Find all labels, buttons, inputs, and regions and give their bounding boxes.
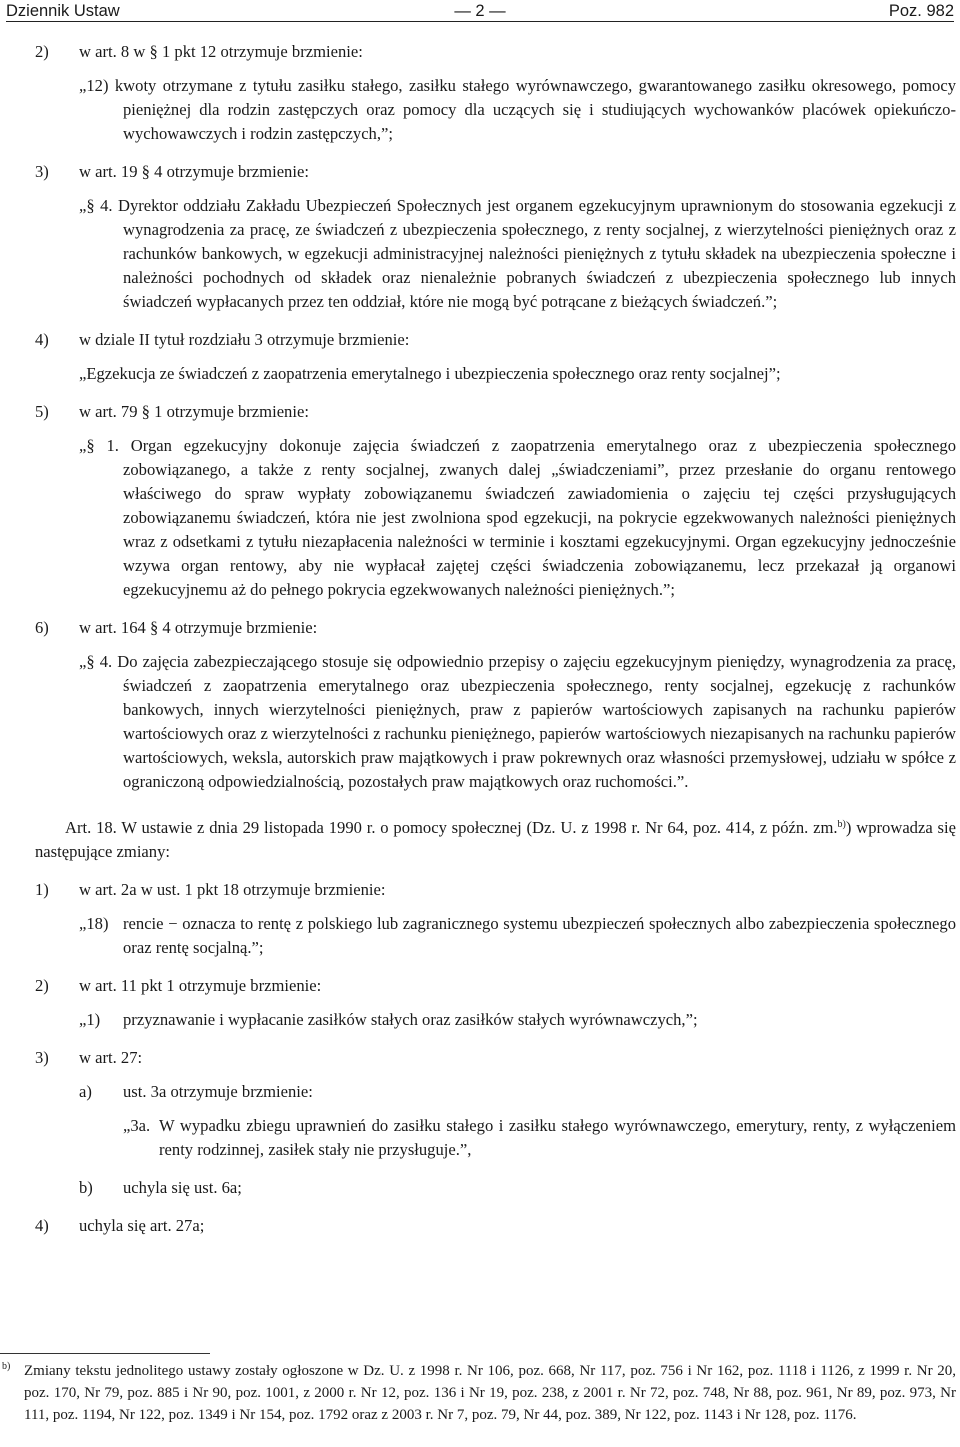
amendment-item-4 — [35, 328, 956, 352]
footnote-ref: b) — [837, 819, 846, 830]
item-text: w art. 79 § 1 otrzymuje brzmienie: — [79, 402, 309, 421]
item-number: 6) — [35, 618, 49, 637]
quoted-provision: „Egzekucja ze świadczeń z zaopatrzenia emerytalnego i ubezpieczenia społecznego oraz renty socjalnej”; — [79, 364, 781, 383]
article-text: W ustawie z dnia 29 listopada 1990 r. o pomocy społecznej (Dz. U. z 1998 r. Nr 64, poz. 414, z późn. zm. — [121, 818, 838, 837]
journal-title: Dziennik Ustaw — [6, 2, 120, 20]
sub-item-text: ust. 3a otrzymuje brzmienie: — [123, 1082, 313, 1101]
sub-item-text: uchyla się ust. 6a; — [123, 1178, 242, 1197]
quote-number: „18) — [79, 914, 109, 933]
position-number: Poz. 982 — [888, 2, 954, 20]
sub-item-a — [35, 1080, 956, 1104]
item-number: 3) — [35, 162, 49, 181]
item-number: 1) — [35, 880, 49, 899]
header-rule — [6, 21, 954, 22]
item-number: 4) — [35, 1216, 49, 1235]
amendment-item-2 — [35, 40, 956, 64]
sub-item-letter: a) — [79, 1082, 92, 1101]
quote-number: „3a. — [123, 1116, 151, 1135]
item-text: w art. 19 § 4 otrzymuje brzmienie: — [79, 162, 309, 181]
item-text: w art. 164 § 4 otrzymuje brzmienie: — [79, 618, 318, 637]
page-header — [6, 0, 954, 22]
quoted-provision: „1) przyznawanie i wypłacanie zasiłków stałych oraz zasiłków stałych wyrównawczych,”; — [35, 1008, 956, 1032]
quoted-provision: „§ 4. Do zajęcia zabezpieczającego stosuje się odpowiednio przepisy o zajęciu egzekucyjnym pieniędzy, wynagrodzenia za pracę, świadczeń z zaopatrzenia emerytalnego oraz ubezpieczenia społecznego, renty socjalnej, egzekucję z rachunków bankowych, innych wierzytelności pieniężnych, praw z papierów wartościowych zapisanych na rachunku papierów wartościowych oraz z wierzytelności z rachunku pieniężnego, papierów wartościowych niezapisanych na rachunku papierów wartościowych, weksla, autorskich praw majątkowych i praw pokrewnych oraz własności przemysłowej, udziału w spółce z ograniczoną odpowiedzialnością, pozostałych praw majątkowych oraz ruchomości.”. — [79, 652, 956, 791]
quoted-provision: „§ 1. Organ egzekucyjny dokonuje zajęcia świadczeń z zaopatrzenia emerytalnego oraz z ubezpieczenia społecznego zobowiązanego, a także z renty socjalnej, zwanych dalej „świadczeniami”, przez przesłanie do organu rentowego właściwego do spraw wypłaty zobowiązanemu świadczeń zawiadomienia o zajęciu tej części przysługujących zobowiązanemu świadczeń, która nie jest zwolniona spod egzekucji, na pokrycie egzekwowanych należności pieniężnych wraz z odsetkami z tytułu niezapłacenia należności w terminie i kosztami egzekucyjnymi. Organ egzekucyjny jednocześnie wzywa organ rentowy, aby nie wypłacał zajętej części świadczenia zobowiązanemu, lecz przekazał ją organowi egzekucyjnemu aż do pełnego pokrycia egzekwowanych należności pieniężnych.”; — [79, 436, 956, 599]
article-18 — [35, 816, 956, 864]
footnote-mark: b) — [2, 1361, 11, 1372]
footnote-text: Zmiany tekstu jednolitego ustawy zostały ogłoszone w Dz. U. z 1998 r. Nr 106, poz. 668, Nr 117, poz. 756 i Nr 162, poz. 1118 i 1126, z 1999 r. Nr 20, poz. 170, Nr 79, poz. 885 i Nr 90, poz. 1001, z 2000 r. Nr 12, poz. 136 i Nr 19, poz. 238, z 2001 r. Nr 72, poz. 748, Nr 88, poz. 961, Nr 89, poz. 973, Nr 111, poz. 1194, Nr 122, poz. 1349 i Nr 154, poz. 1792 oraz z 2003 r. Nr 7, poz. 79, Nr 44, poz. 389, Nr 122, poz. 1143 i Nr 128, poz. 1176. — [24, 1363, 956, 1423]
item-text: w art. 11 pkt 1 otrzymuje brzmienie: — [79, 976, 322, 995]
quote-number: „1) — [79, 1010, 101, 1029]
sub-item-letter: b) — [79, 1178, 93, 1197]
amendment-item-6 — [35, 616, 956, 640]
item-text: w art. 8 w § 1 pkt 12 otrzymuje brzmienie: — [79, 42, 363, 61]
item-number: 2) — [35, 976, 49, 995]
change-item-3 — [35, 1046, 956, 1070]
change-item-2 — [35, 974, 956, 998]
footnote — [0, 1360, 956, 1426]
sub-item-b — [35, 1176, 956, 1200]
item-number: 3) — [35, 1048, 49, 1067]
item-text: w art. 2a w ust. 1 pkt 18 otrzymuje brzmienie: — [79, 880, 386, 899]
amendment-item-3 — [35, 160, 956, 184]
quoted-provision: „§ 4. Dyrektor oddziału Zakładu Ubezpieczeń Społecznych jest organem egzekucyjnym uprawnionym do stosowania egzekucji z wynagrodzenia za pracę, ze świadczeń z ubezpieczenia społecznego, z renty socjalnej, z wierzytelności pieniężnych oraz z rachunków bankowych, w egzekucji administracyjnej należności pieniężnych z tytułu składek na ubezpieczenia społeczne i należności pochodnych od składek oraz nienależnie pobranych świadczeń z ubezpieczenia społecznego lub innych świadczeń wypłacanych przez ten oddział, które nie mogą być potrącane z bieżących świadczeń.”; — [79, 196, 956, 311]
item-number: 4) — [35, 330, 49, 349]
quoted-provision: „3a. W wypadku zbiegu uprawnień do zasiłku stałego i zasiłku stałego wyrównawczego, emerytury, renty, z wyłączeniem renty rodzinnej, zasiłek stały nie przysługuje.”, — [123, 1116, 956, 1159]
change-item-4 — [35, 1214, 956, 1238]
change-item-1 — [35, 878, 956, 902]
footnote-rule — [0, 1353, 210, 1354]
amendment-item-5 — [35, 400, 956, 424]
item-text: uchyla się art. 27a; — [79, 1216, 205, 1235]
quoted-provision: „18) rencie − oznacza to rentę z polskiego lub zagranicznego systemu ubezpieczeń społecznych albo zabezpieczenia społecznego oraz rentę socjalną.”; — [79, 914, 956, 957]
item-text: w dziale II tytuł rozdziału 3 otrzymuje brzmienie: — [79, 330, 410, 349]
article-label: Art. 18. — [65, 818, 117, 837]
item-text: w art. 27: — [79, 1048, 143, 1067]
page-number: — 2 — — [454, 2, 506, 20]
article-text-end: ) wprowadza się następujące zmiany: — [35, 818, 956, 861]
quoted-provision: „12) kwoty otrzymane z tytułu zasiłku stałego, zasiłku stałego wyrównawczego, gwarantowanego zasiłku okresowego, pomocy pieniężnej dla rodzin zastępczych oraz pomocy dla uczących się i studiujących wychowanków placówek opiekuńczo-wychowawczych i rodzin zastępczych,”; — [79, 76, 956, 143]
item-number: 5) — [35, 402, 49, 421]
document-body — [35, 40, 956, 1238]
item-number: 2) — [35, 42, 49, 61]
